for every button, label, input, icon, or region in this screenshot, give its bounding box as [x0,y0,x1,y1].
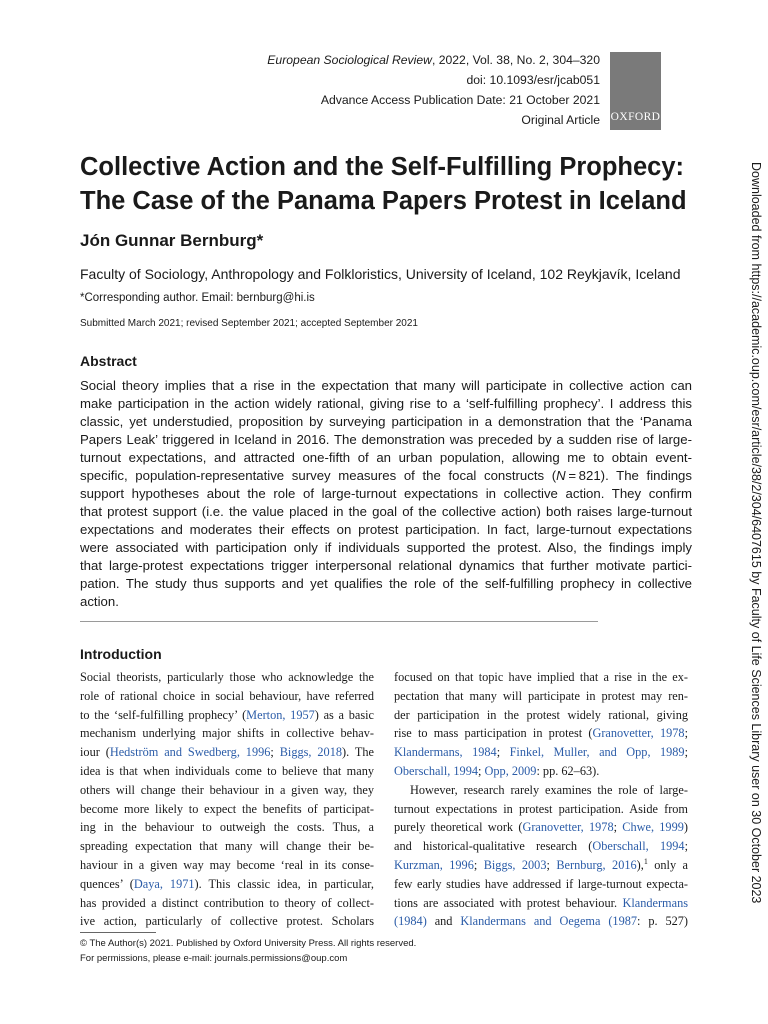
paragraph-line [80,724,374,743]
text-segment: idea is that when individuals come to believe that many [80,763,374,778]
text-segment: purely theoretical work ( [394,820,523,835]
paragraph-line [80,894,374,913]
text-segment: and [426,914,461,929]
journal-volume: , 2022, Vol. 38, No. 2, 304–320 [431,53,600,67]
intro-column-left [80,668,374,931]
text-segment: ). This classic idea, in particular, [194,876,374,891]
text-segment: pectation that many will participate in protest may ren- [394,688,688,703]
paragraph-line [394,912,688,931]
paragraph-line [394,724,688,743]
text-segment: and historical-qualitative research ( [394,839,593,854]
text-segment: However, research rarely examines the role of large- [410,782,688,797]
text-segment: ), [636,857,644,872]
sample-size-value: = 821). The findings [565,468,692,483]
text-segment: ; [270,745,280,760]
text-segment: : pp. 62–63). [536,763,600,778]
text-segment: role of rational choice in social behaviour, have referred [80,688,374,703]
text-segment: haviour in a given way may become ‘real in its conse- [80,857,374,872]
abstract-line: Papers Leak’ triggered in Iceland in 2016. The demonstration was preceded by a sudden rise of large- [80,432,692,447]
text-segment: others will change their behaviour in a given way, they [80,782,374,797]
text-segment: focused on that topic have implied that a rise in the ex- [394,670,688,684]
paragraph-line [80,800,374,819]
oxford-logo-text: OXFORD [610,111,661,123]
advance-access-line: Advance Access Publication Date: 21 October 2021 [320,93,600,107]
abstract-line: make participation in the action widely rational, giving rise to a ‘self-fulfilling prophecy’. I address this [80,396,692,411]
paragraph-line [394,762,688,781]
citation-link[interactable]: (1984) [394,914,427,929]
abstract-line: were associated with participation only if individuals supported the protest. Also, the findings imply [80,540,692,555]
citation-link[interactable]: Granovetter, 1978 [592,726,685,741]
download-watermark [746,162,768,922]
text-segment: only a [647,857,688,872]
citation-link[interactable]: Klandermans and Oegema (1987 [460,914,638,929]
paragraph-line [80,837,374,856]
copyright-line: © The Author(s) 2021. Published by Oxford University Press. All rights reserved. [80,938,417,949]
text-segment: to the ‘self-fulfilling prophecy’ ( [80,707,247,722]
text-segment: ; [684,726,688,741]
footnote-marker[interactable]: 1 [643,856,648,866]
abstract-body [80,377,692,611]
paragraph-line [80,668,374,687]
affiliation: Faculty of Sociology, Anthropology and Folkloristics, University of Iceland, 102 Reykjavík, Iceland [80,266,681,282]
text-segment: tions are associated with protest behaviour. [394,895,623,910]
text-segment: ; [613,820,623,835]
text-segment: ; [496,745,510,760]
text-segment: ; [478,763,485,778]
citation-link[interactable]: Oberschall, 1994 [394,763,479,778]
citation-link[interactable]: Daya, 1971 [133,876,195,891]
paragraph-line [80,743,374,762]
permissions-line: For permissions, please e-mail: journals.permissions@oup.com [80,953,348,964]
article-title [80,150,700,218]
paragraph-line [394,706,688,725]
paragraph-line [394,875,688,894]
sample-size-symbol: N [556,468,566,483]
text-segment: ). The [342,745,374,760]
text-segment: has provided a distinct contribution to theory of collect- [80,895,374,910]
journal-header [220,50,600,130]
citation-link[interactable]: Opp, 2009 [484,763,537,778]
footer-divider [80,932,156,933]
paragraph-line [394,668,688,687]
citation-link[interactable]: Klandermans, 1984 [394,745,497,760]
text-segment: ) as a basic [314,707,374,722]
abstract-line: that large-protest expectations trigger interpersonal relational dynamics that further motivate partici- [80,558,692,573]
paragraph-line [394,687,688,706]
citation-link[interactable]: Merton, 1957 [246,707,315,722]
text-segment: ; [684,839,688,854]
submission-dates: Submitted March 2021; revised September 2021; accepted September 2021 [80,318,418,329]
paragraph-line [394,800,688,819]
text-segment: : p. 527) [637,914,689,929]
citation-link[interactable]: Bernburg, 2016 [556,857,637,872]
text-segment: mechanism underlying major shifts in collective behav- [80,726,374,741]
corresponding-author: *Corresponding author. Email: bernburg@hi.is [80,292,315,304]
abstract-divider [80,621,598,622]
citation-link[interactable]: Kurzman, 1996 [394,857,474,872]
text-segment: Social theorists, particularly those who acknowledge the [80,670,374,684]
title-line-2: The Case of the Panama Papers Protest in Iceland [80,187,687,215]
paragraph-line [80,687,374,706]
citation-link[interactable]: Hedström and Swedberg, 1996 [109,745,271,760]
abstract-line: turnout expectations, and attracted one-fifth of an urban population, allowing me to obtain event- [80,450,692,465]
citation-link[interactable]: Biggs, 2018 [279,745,343,760]
abstract-line: action. [80,594,119,609]
paragraph-line [80,912,374,931]
citation-link[interactable]: Finkel, Muller, and Opp, 1989 [509,745,685,760]
paragraph-line [80,856,374,875]
paragraph-line [394,743,688,762]
text-segment: der participation in the protest widely rational, giving [394,707,688,722]
text-segment: ) [683,820,688,835]
paragraph-line [394,781,688,800]
abstract-heading: Abstract [80,353,137,369]
copyright-footer [80,936,416,966]
doi-line[interactable]: doi: 10.1093/esr/jcab051 [466,73,600,87]
citation-link[interactable]: Oberschall, 1994 [592,839,685,854]
abstract-line: specific, population-representative survey measures of the focal constructs (N = 821). The findings [80,468,692,483]
oxford-logo[interactable] [610,52,661,130]
citation-link[interactable]: Biggs, 2003 [483,857,547,872]
abstract-line: classic, yet understudied, proposition by surveying participation in a demonstration that the ‘Panama [80,414,692,429]
text-segment: spreading expectation that many will change their be- [80,839,374,854]
paragraph-line [394,837,688,856]
intro-column-right [394,668,688,931]
text-segment: ing in the behaviour to outweigh the costs. Thus, a [80,820,374,835]
text-segment: ; [684,745,689,760]
author-name: Jón Gunnar Bernburg* [80,231,264,250]
abstract-line: that protest support (i.e. the value placed in the goal of the collective action) both raises large-turnout [80,504,692,519]
introduction-heading: Introduction [80,646,162,662]
paragraph-line [80,818,374,837]
text-segment: ive action, particularly of collective protest. Scholars [80,914,374,929]
paragraph-line [80,875,374,894]
abstract-line: pation. The study thus supports and yet qualifies the role of the self-fulfilling prophecy in collective [80,576,692,591]
text-segment: ; [473,857,484,872]
text-segment: become more likely to expect the benefits of participat- [80,801,374,816]
paragraph-line [80,762,374,781]
text-segment: rise to mass participation in protest ( [394,726,593,741]
paragraph-line [394,894,688,913]
citation-link[interactable]: Klandermans [622,895,688,910]
paragraph-line [80,781,374,800]
text-segment: ; [546,857,557,872]
download-watermark-text: Downloaded from https://academic.oup.com/esr/article/38/2/304/6407615 by Faculty of Life Sciences Library user on 30 October 2023 [749,162,763,904]
citation-link[interactable]: Chwe, 1999 [622,820,684,835]
citation-link[interactable]: Granovetter, 1978 [522,820,614,835]
abstract-line: expectations and moderates their effects on protest participation. In fact, large-turnout expectations [80,522,692,537]
citation-line [220,50,600,70]
text-segment: iour ( [80,745,110,760]
paragraph-line [80,706,374,725]
text-segment: few early studies have addressed if large-turnout expecta- [394,876,688,891]
paragraph-line [394,856,688,875]
paragraph-line [394,818,688,837]
journal-name: European Sociological Review [267,53,432,67]
title-line-1: Collective Action and the Self-Fulfilling Prophecy: [80,153,685,181]
text-segment: turnout expectations in protest participation. Aside from [394,801,688,816]
abstract-line: Social theory implies that a rise in the expectation that many will participate in collective action can [80,378,692,393]
text-segment: quences’ ( [80,876,134,891]
article-type: Original Article [521,113,600,127]
abstract-line: support hypotheses about the role of large-turnout expectations in collective action. They confirm [80,486,692,501]
